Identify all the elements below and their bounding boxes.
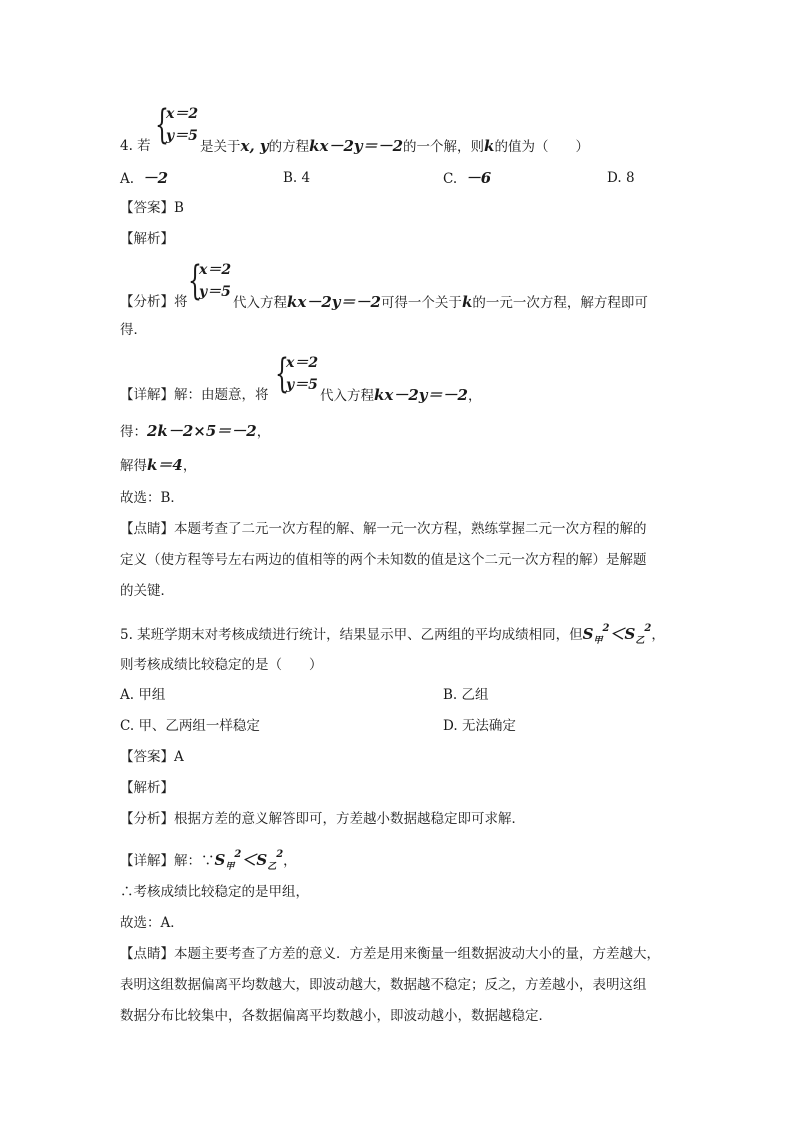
q4-option-d: D. 8 [607,170,635,186]
q5-variance-jia: $S_甲^2<S_乙^2$ [582,623,652,646]
q4-option-a: A. －2 [120,169,169,187]
q4-fenxi-system: { x＝2 y＝5 [188,258,232,304]
q5-dianjing-2: 表明这组数据偏离平均数越大，即波动越大，数据越不稳定；反之，方差越小，表明这组 [120,977,647,993]
q5-answer: 【答案】A [120,749,184,765]
q4-de: 得：2k－2×5＝－2， [120,422,271,440]
q4-guxuan: 故选：B． [120,490,184,506]
q5-fenxi: 【分析】根据方差的意义解答即可，方差越小数据越稳定即可求解． [120,811,525,827]
q5-option-b: B. 乙组 [443,687,489,703]
q4-equation: kx－2y＝－2 [309,137,404,155]
q5-conclusion: ∴考核成绩比较稳定的是甲组， [120,884,309,900]
q4-prefix: 4. 若 [120,138,151,154]
q5-stem-1: 5. 某班学期末对考核成绩进行统计，结果显示甲、乙两组的平均成绩相同，但$S_甲^2<S_乙^2$， [120,623,665,646]
q5-option-a: A. 甲组 [120,687,166,703]
q5-guxuan: 故选：A． [120,915,184,931]
q5-xiangjie: 【详解】解：$\because S_甲^2<S_乙^2$， [120,849,297,872]
q4-system: { x＝2 y＝5 [155,102,199,148]
q5-analysis-head: 【解析】 [120,780,174,796]
q4-dianjing-2: 定义（使方程等号左右两边的值相等的两个未知数的值是这个二元一次方程的解）是解题 [120,552,647,568]
q4-fenxi: 【分析】将 [120,294,188,310]
q4-jiede: 解得k＝4， [120,456,197,474]
q4-stem [120,136,151,156]
q4-fenxi-rest: 代入方程kx－2y＝－2可得一个关于k的一元一次方程，解方程即可 [233,293,648,311]
q4-option-b: B. 4 [283,170,311,186]
q4-fenxi-end: 得． [120,322,147,338]
q4-stem-rest: 是关于x, y的方程kx－2y＝－2的一个解，则k的值为（ ） [200,137,589,155]
q4-option-c: C. －6 [443,169,492,187]
q4-dianjing-3: 的关键． [120,583,174,599]
q4-answer: 【答案】B [120,200,184,216]
q5-option-c: C. 甲、乙两组一样稳定 [120,718,260,734]
q4-xiangjie-rest: 代入方程kx－2y＝－2， [320,386,482,404]
q5-dianjing-1: 【点睛】本题主要考查了方差的意义．方差是用来衡量一组数据波动大小的量，方差越大， [120,946,660,962]
q4-vars: x, y [240,137,269,155]
q4-system-y: y＝5 [166,128,198,144]
q4-xiangjie: 【详解】解：由题意，将 [120,387,269,403]
q4-xiangjie-system: { x＝2 y＝5 [275,351,319,397]
q4-dianjing-1: 【点睛】本题考查了二元一次方程的解、解一元一次方程，熟练掌握二元一次方程的解的 [120,521,647,537]
q4-analysis-head: 【解析】 [120,231,174,247]
q5-dianjing-3: 数据分布比较集中，各数据偏离平均数越小，即波动越小，数据越稳定． [120,1008,552,1024]
q5-option-d: D. 无法确定 [443,718,516,734]
q5-stem-2: 则考核成绩比较稳定的是（ ） [120,657,323,673]
q4-system-x: x＝2 [166,106,199,122]
